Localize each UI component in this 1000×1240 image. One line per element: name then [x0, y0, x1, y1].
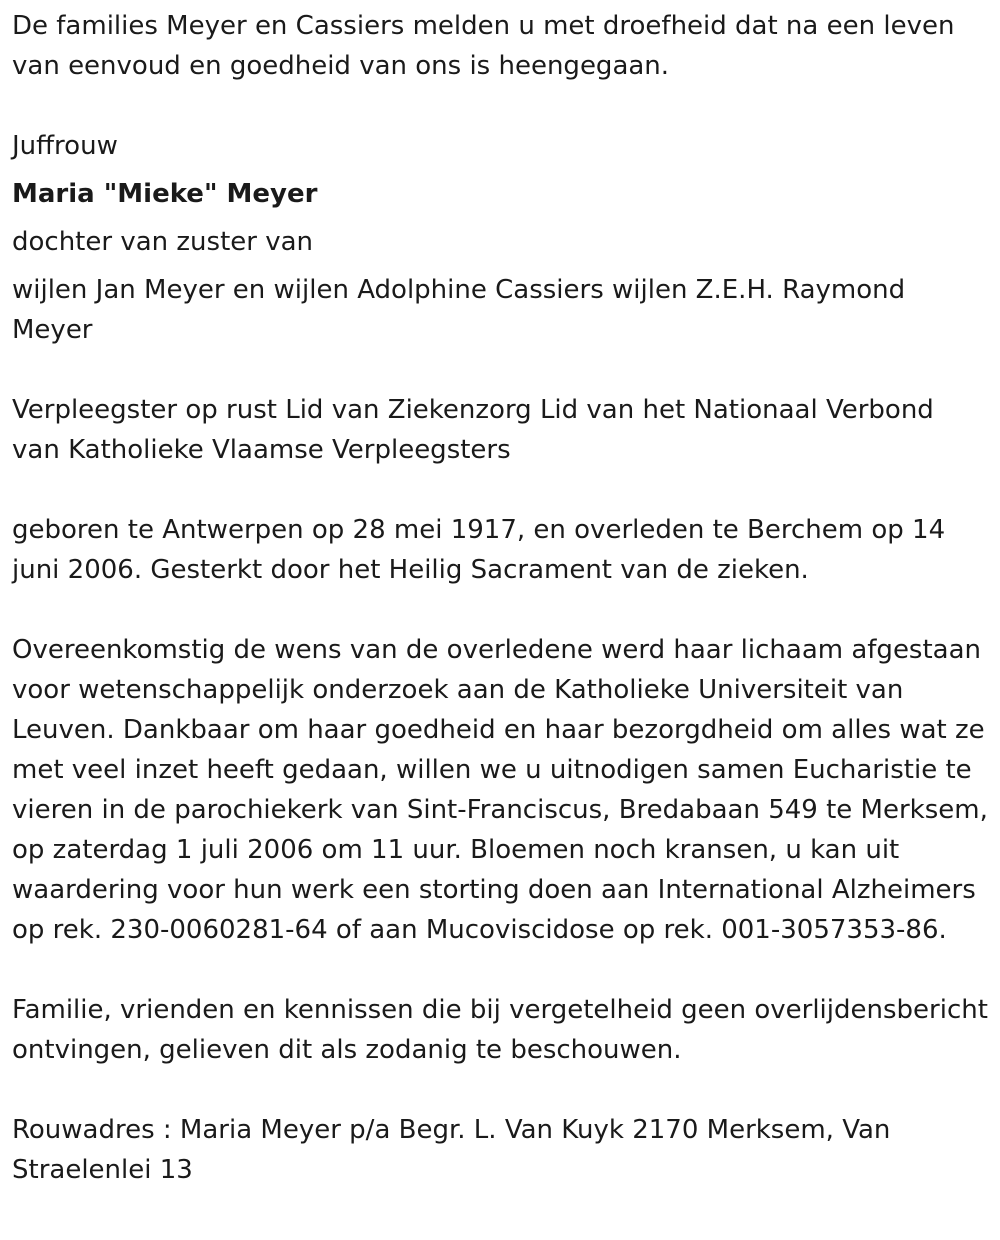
birth-death-paragraph: geboren te Antwerpen op 28 mei 1917, en overleden te Berchem op 14 juni 2006. Gesterkt door het Heilig Sacrament van de zieken. — [12, 515, 946, 585]
spacer — [12, 86, 988, 126]
deceased-name: Maria "Mieke" Meyer — [12, 179, 318, 209]
profession-paragraph: Verpleegster op rust Lid van Ziekenzorg Lid van het Nationaal Verbond van Katholieke Vlaamse Verpleegsters — [12, 395, 934, 465]
spacer — [12, 590, 988, 630]
intro-paragraph: De families Meyer en Cassiers melden u met droefheid dat na een leven van eenvoud en goedheid van ons is heengegaan. — [12, 11, 955, 81]
parents-line: wijlen Jan Meyer en wijlen Adolphine Cassiers wijlen Z.E.H. Raymond Meyer — [12, 275, 906, 345]
spacer — [12, 1070, 988, 1110]
spacer — [12, 350, 988, 390]
honorific-title: Juffrouw — [12, 131, 118, 161]
family-note-paragraph: Familie, vrienden en kennissen die bij vergetelheid geen overlijdensbericht ontvingen, gelieven dit als zodanig te beschouwen. — [12, 995, 988, 1065]
arrangements-paragraph: Overeenkomstig de wens van de overledene werd haar lichaam afgestaan voor wetenschappelijk onderzoek aan de Katholieke Universiteit van Leuven. Dankbaar om haar goedheid en haar bezorgdheid om alles wat ze met veel inzet heeft gedaan, willen we u uitnodigen samen Eucharistie te vieren in de parochiekerk van Sint-Franciscus, Bredabaan 549 te Merksem, op zaterdag 1 juli 2006 om 11 uur. Bloemen noch kransen, u kan uit waardering voor hun werk een storting doen aan International Alzheimers op rek. 230-0060281-64 of aan Mucoviscidose op rek. 001-3057353-86. — [12, 635, 988, 945]
spacer — [12, 470, 988, 510]
mourning-address: Rouwadres : Maria Meyer p/a Begr. L. Van Kuyk 2170 Merksem, Van Straelenlei 13 — [12, 1115, 891, 1185]
relation-line: dochter van zuster van — [12, 227, 314, 257]
spacer — [12, 950, 988, 990]
